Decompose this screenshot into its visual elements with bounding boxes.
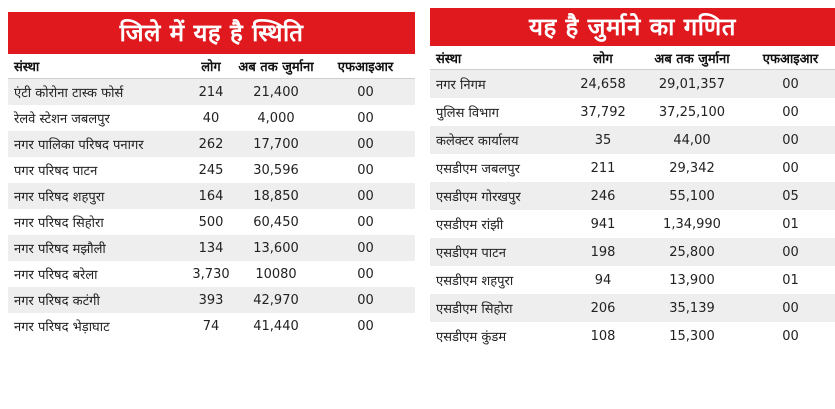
cell-fine: 41,440	[236, 313, 316, 339]
cell-fine: 55,100	[638, 182, 746, 210]
table-row	[430, 210, 835, 238]
cell-fir: 00	[316, 79, 415, 106]
cell-fine: 15,300	[638, 322, 746, 350]
table-row	[8, 235, 415, 261]
cell-org: नगर परिषद कटंगी	[8, 287, 186, 313]
cell-fir: 00	[316, 157, 415, 183]
cell-people: 74	[186, 313, 236, 339]
cell-org: नगर पालिका परिषद पनागर	[8, 131, 186, 157]
cell-fir: 00	[746, 70, 835, 99]
cell-people: 24,658	[568, 70, 638, 99]
cell-people: 941	[568, 210, 638, 238]
table-row	[430, 322, 835, 350]
cell-fine: 25,800	[638, 238, 746, 266]
cell-fine: 42,970	[236, 287, 316, 313]
table-row	[8, 313, 415, 339]
cell-people: 164	[186, 183, 236, 209]
cell-org: एंटी कोरोना टास्क फोर्स	[8, 79, 186, 106]
cell-people: 211	[568, 154, 638, 182]
table-row	[430, 154, 835, 182]
cell-fir: 00	[316, 287, 415, 313]
cell-org: एसडीएम गोरखपुर	[430, 182, 568, 210]
cell-fir: 00	[316, 313, 415, 339]
cell-people: 94	[568, 266, 638, 294]
district-status-rows	[8, 79, 415, 340]
cell-people: 214	[186, 79, 236, 106]
table-row	[8, 183, 415, 209]
cell-fine: 44,00	[638, 126, 746, 154]
cell-fir: 00	[316, 235, 415, 261]
cell-people: 500	[186, 209, 236, 235]
cell-fine: 35,139	[638, 294, 746, 322]
cell-people: 262	[186, 131, 236, 157]
cell-fine: 4,000	[236, 105, 316, 131]
table-row	[8, 209, 415, 235]
cell-org: कलेक्टर कार्यालय	[430, 126, 568, 154]
cell-people: 37,792	[568, 98, 638, 126]
cell-fir: 00	[746, 126, 835, 154]
fine-math-title: यह है जुर्माने का गणित	[430, 8, 835, 46]
cell-org: एसडीएम जबलपुर	[430, 154, 568, 182]
cell-fir: 00	[746, 154, 835, 182]
fine-math-panel	[430, 0, 835, 350]
table-row	[8, 79, 415, 106]
cell-fir: 01	[746, 210, 835, 238]
cell-fine: 10080	[236, 261, 316, 287]
fine-math-table	[430, 46, 835, 350]
cell-org: नगर परिषद भेड़ाघाट	[8, 313, 186, 339]
header-org: संस्था	[436, 51, 462, 67]
table-row	[430, 70, 835, 99]
cell-org: एसडीएम कुंडम	[430, 322, 568, 350]
cell-org: नगर परिषद शहपुरा	[8, 183, 186, 209]
header-org: संस्था	[14, 60, 40, 75]
header-fir: एफआइआर	[762, 51, 819, 67]
cell-fine: 30,596	[236, 157, 316, 183]
table-header-row	[8, 54, 415, 79]
cell-fine: 13,900	[638, 266, 746, 294]
cell-people: 206	[568, 294, 638, 322]
table-row	[430, 182, 835, 210]
fine-math-rows	[430, 70, 835, 351]
cell-fine: 29,01,357	[638, 70, 746, 99]
header-people: लोग	[593, 51, 613, 67]
cell-fine: 1,34,990	[638, 210, 746, 238]
cell-people: 134	[186, 235, 236, 261]
cell-org: रेलवे स्टेशन जबलपुर	[8, 105, 186, 131]
cell-org: एसडीएम पाटन	[430, 238, 568, 266]
header-fine: अब तक जुर्माना	[238, 60, 314, 75]
header-fine: अब तक जुर्माना	[654, 51, 730, 67]
cell-fir: 00	[746, 98, 835, 126]
table-row	[8, 157, 415, 183]
cell-org: एसडीएम शहपुरा	[430, 266, 568, 294]
cell-fir: 00	[746, 322, 835, 350]
cell-fir: 00	[746, 294, 835, 322]
cell-org: नगर निगम	[430, 70, 568, 99]
table-row	[430, 294, 835, 322]
cell-fir: 00	[316, 261, 415, 287]
cell-fir: 00	[746, 238, 835, 266]
cell-people: 246	[568, 182, 638, 210]
header-people: लोग	[201, 60, 221, 75]
cell-org: नगर परिषद बरेला	[8, 261, 186, 287]
cell-fine: 21,400	[236, 79, 316, 106]
cell-org: नगर परिषद सिहोरा	[8, 209, 186, 235]
cell-people: 245	[186, 157, 236, 183]
cell-org: नगर परिषद मझौली	[8, 235, 186, 261]
district-status-panel	[8, 0, 415, 339]
district-status-table	[8, 54, 415, 339]
header-fir: एफआइआर	[337, 60, 394, 75]
cell-fir: 01	[746, 266, 835, 294]
cell-fir: 05	[746, 182, 835, 210]
district-status-title: जिले में यह है स्थिति	[8, 12, 415, 54]
cell-fir: 00	[316, 131, 415, 157]
cell-fine: 37,25,100	[638, 98, 746, 126]
cell-org: एसडीएम सिहोरा	[430, 294, 568, 322]
cell-org: पगर परिषद पाटन	[8, 157, 186, 183]
cell-fine: 18,850	[236, 183, 316, 209]
table-row	[430, 266, 835, 294]
cell-fine: 13,600	[236, 235, 316, 261]
table-row	[430, 238, 835, 266]
cell-people: 40	[186, 105, 236, 131]
table-row	[430, 126, 835, 154]
cell-people: 393	[186, 287, 236, 313]
cell-people: 3,730	[186, 261, 236, 287]
cell-people: 35	[568, 126, 638, 154]
table-row	[8, 131, 415, 157]
cell-fir: 00	[316, 183, 415, 209]
cell-fine: 17,700	[236, 131, 316, 157]
table-row	[430, 98, 835, 126]
cell-people: 108	[568, 322, 638, 350]
table-row	[8, 261, 415, 287]
cell-fine: 29,342	[638, 154, 746, 182]
table-row	[8, 287, 415, 313]
cell-fine: 60,450	[236, 209, 316, 235]
cell-people: 198	[568, 238, 638, 266]
table-row	[8, 105, 415, 131]
cell-org: एसडीएम रांझी	[430, 210, 568, 238]
cell-org: पुलिस विभाग	[430, 98, 568, 126]
cell-fir: 00	[316, 209, 415, 235]
table-header-row	[430, 46, 835, 70]
cell-fir: 00	[316, 105, 415, 131]
